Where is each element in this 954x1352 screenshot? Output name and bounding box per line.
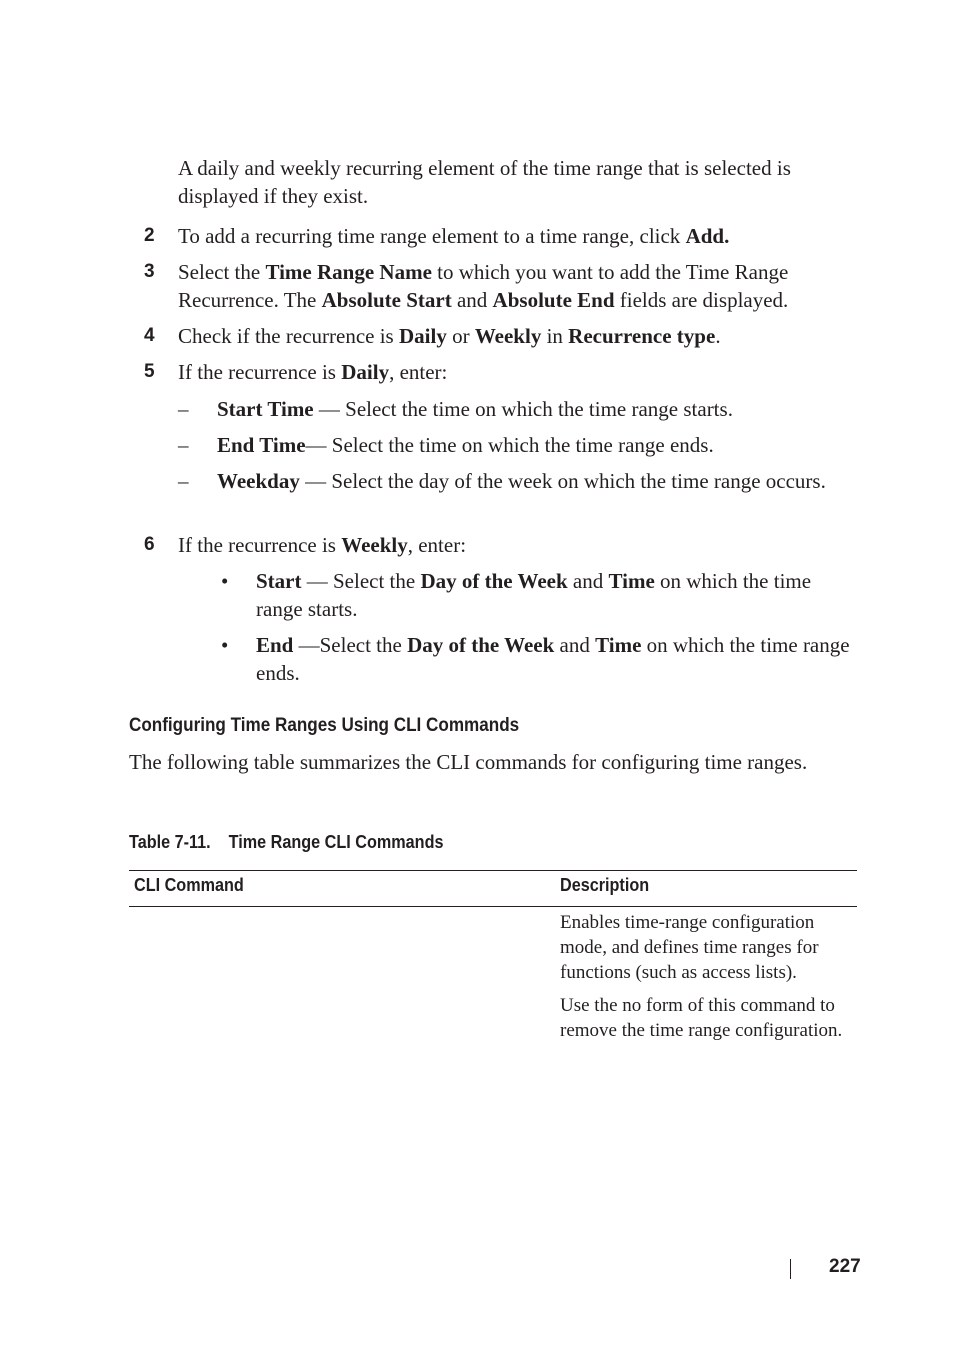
daily-item-end-time: End Time— Select the time on which the time range ends. <box>217 433 714 457</box>
table-row-description-1: Enables time-range configuration mode, and defines time ranges for functions (such as access lists). <box>560 912 819 983</box>
step-number: 3 <box>144 261 155 282</box>
step-number: 2 <box>144 225 155 246</box>
step-6-text: If the recurrence is Weekly, enter: <box>178 533 467 557</box>
intro-paragraph: A daily and weekly recurring element of the time range that is selected is displayed if they exist. <box>178 156 791 208</box>
table-header-rule <box>129 906 857 907</box>
step-2-text: To add a recurring time range element to a time range, click Add. <box>178 224 730 248</box>
step-number: 5 <box>144 361 155 382</box>
section-paragraph: The following table summarizes the CLI commands for configuring time ranges. <box>129 750 808 774</box>
step-4-text: Check if the recurrence is Daily or Weekly in Recurrence type. <box>178 324 721 348</box>
bullet-marker: • <box>221 569 229 593</box>
table-caption-title: Time Range CLI Commands <box>228 832 444 852</box>
table-row-description-2: Use the no form of this command to remove the time range configuration. <box>560 995 843 1041</box>
dash-marker: – <box>178 469 189 493</box>
table-header-description: Description <box>560 875 650 895</box>
dash-marker: – <box>178 433 189 457</box>
step-5-text: If the recurrence is Daily, enter: <box>178 360 448 384</box>
table-top-rule <box>129 870 857 871</box>
step-number: 6 <box>144 534 155 555</box>
dash-marker: – <box>178 397 189 421</box>
daily-item-start-time: Start Time — Select the time on which the time range starts. <box>217 397 733 421</box>
weekly-item-start: Start — Select the Day of the Week and Time on which the time range starts. <box>256 569 812 621</box>
section-heading: Configuring Time Ranges Using CLI Commands <box>129 715 520 736</box>
table-caption <box>129 829 443 855</box>
table-header-command: CLI Command <box>134 875 244 895</box>
step-number: 4 <box>144 325 155 346</box>
step-3-text: Select the Time Range Name to which you want to add the Time Range Recurrence. The Absolute Start and Absolute End fields are displayed. <box>178 260 789 312</box>
bullet-marker: • <box>221 633 229 657</box>
footer-divider <box>790 1259 791 1279</box>
table-caption-label: Table 7-11. <box>129 832 211 852</box>
weekly-item-end: End —Select the Day of the Week and Time on which the time range ends. <box>256 633 850 685</box>
page-number: 227 <box>829 1256 861 1277</box>
daily-item-weekday: Weekday — Select the day of the week on which the time range occurs. <box>217 469 826 493</box>
